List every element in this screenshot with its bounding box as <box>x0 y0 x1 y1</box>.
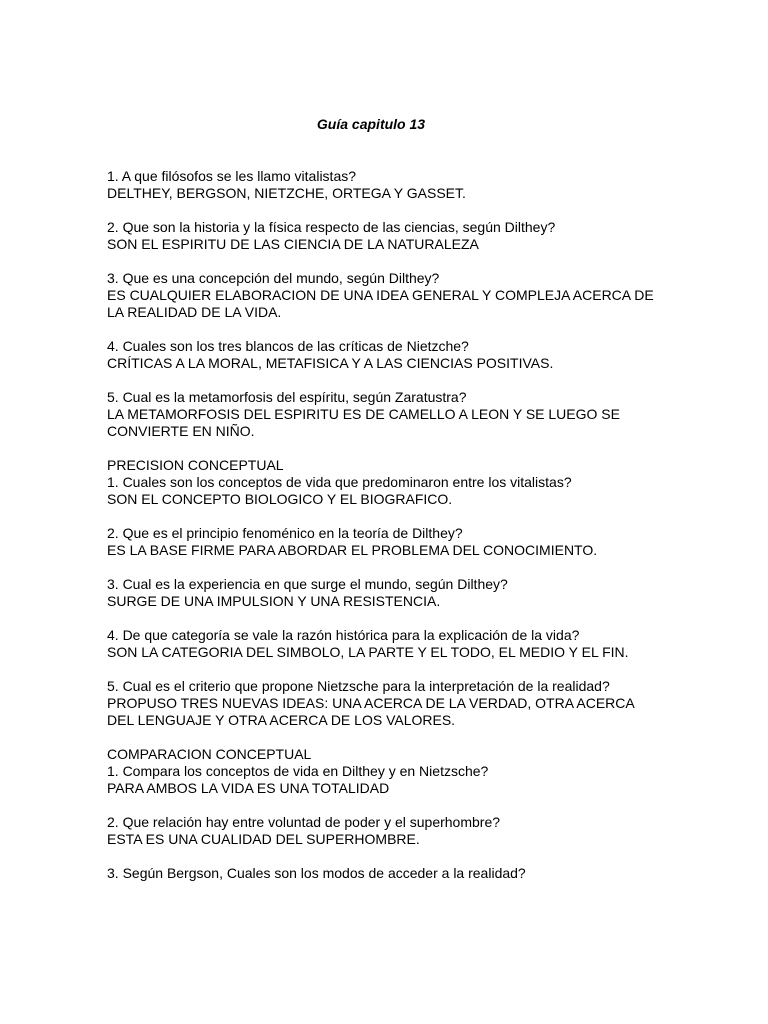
text-block <box>107 270 667 321</box>
text-line: DELTHEY, BERGSON, NIETZCHE, ORTEGA Y GASSET. <box>107 185 466 201</box>
text-line: SON EL ESPIRITU DE LAS CIENCIA DE LA NATURALEZA <box>107 236 479 252</box>
document-body <box>107 168 667 899</box>
text-line: 3. Cual es la experiencia en que surge el mundo, según Dilthey? <box>107 576 508 592</box>
text-line: 1. A que filósofos se les llamo vitalistas? <box>107 168 357 184</box>
text-line: 5. Cual es el criterio que propone Nietzsche para la interpretación de la realidad? <box>107 678 610 694</box>
text-line: DEL LENGUAJE Y OTRA ACERCA DE LOS VALORES. <box>107 712 456 728</box>
document-title: Guía capitulo 13 <box>316 116 426 132</box>
text-line: ES CUALQUIER ELABORACION DE UNA IDEA GENERAL Y COMPLEJA ACERCA DE <box>107 287 654 303</box>
text-block <box>107 168 667 202</box>
text-line: LA METAMORFOSIS DEL ESPIRITU ES DE CAMELLO A LEON Y SE LUEGO SE <box>107 406 620 422</box>
text-line: CRÍTICAS A LA MORAL, METAFISICA Y A LAS CIENCIAS POSITIVAS. <box>107 355 554 371</box>
text-block <box>107 627 667 661</box>
text-line: SON LA CATEGORIA DEL SIMBOLO, LA PARTE Y EL TODO, EL MEDIO Y EL FIN. <box>107 644 629 660</box>
text-line: 1. Compara los conceptos de vida en Dilthey y en Nietzsche? <box>107 763 489 779</box>
text-line: 2. Que son la historia y la física respecto de las ciencias, según Dilthey? <box>107 219 556 235</box>
text-block <box>107 746 667 797</box>
text-line: COMPARACION CONCEPTUAL <box>107 746 312 762</box>
text-line: 2. Que es el principio fenoménico en la teoría de Dilthey? <box>107 525 463 541</box>
text-line: 5. Cual es la metamorfosis del espíritu, según Zaratustra? <box>107 389 467 405</box>
text-line: 3. Que es una concepción del mundo, según Dilthey? <box>107 270 440 286</box>
text-line: PROPUSO TRES NUEVAS IDEAS: UNA ACERCA DE LA VERDAD, OTRA ACERCA <box>107 695 635 711</box>
text-line: SON EL CONCEPTO BIOLOGICO Y EL BIOGRAFICO. <box>107 491 453 507</box>
text-block <box>107 865 667 882</box>
text-line: SURGE DE UNA IMPULSION Y UNA RESISTENCIA. <box>107 593 441 609</box>
text-block <box>107 338 667 372</box>
text-line: 2. Que relación hay entre voluntad de poder y el superhombre? <box>107 814 501 830</box>
text-line: PARA AMBOS LA VIDA ES UNA TOTALIDAD <box>107 780 390 796</box>
text-block <box>107 389 667 440</box>
text-line: 3. Según Bergson, Cuales son los modos de acceder a la realidad? <box>107 865 526 881</box>
text-line: 4. Cuales son los tres blancos de las críticas de Nietzche? <box>107 338 469 354</box>
text-block <box>107 814 667 848</box>
text-block <box>107 219 667 253</box>
text-line: CONVIERTE EN NIÑO. <box>107 423 255 439</box>
text-line: LA REALIDAD DE LA VIDA. <box>107 304 282 320</box>
text-line: ES LA BASE FIRME PARA ABORDAR EL PROBLEMA DEL CONOCIMIENTO. <box>107 542 598 558</box>
text-block <box>107 457 667 508</box>
text-block <box>107 576 667 610</box>
text-line: 4. De que categoría se vale la razón histórica para la explicación de la vida? <box>107 627 580 643</box>
text-block <box>107 525 667 559</box>
text-line: PRECISION CONCEPTUAL <box>107 457 284 473</box>
text-line: 1. Cuales son los conceptos de vida que predominaron entre los vitalistas? <box>107 474 572 490</box>
text-block <box>107 678 667 729</box>
text-line: ESTA ES UNA CUALIDAD DEL SUPERHOMBRE. <box>107 831 420 847</box>
